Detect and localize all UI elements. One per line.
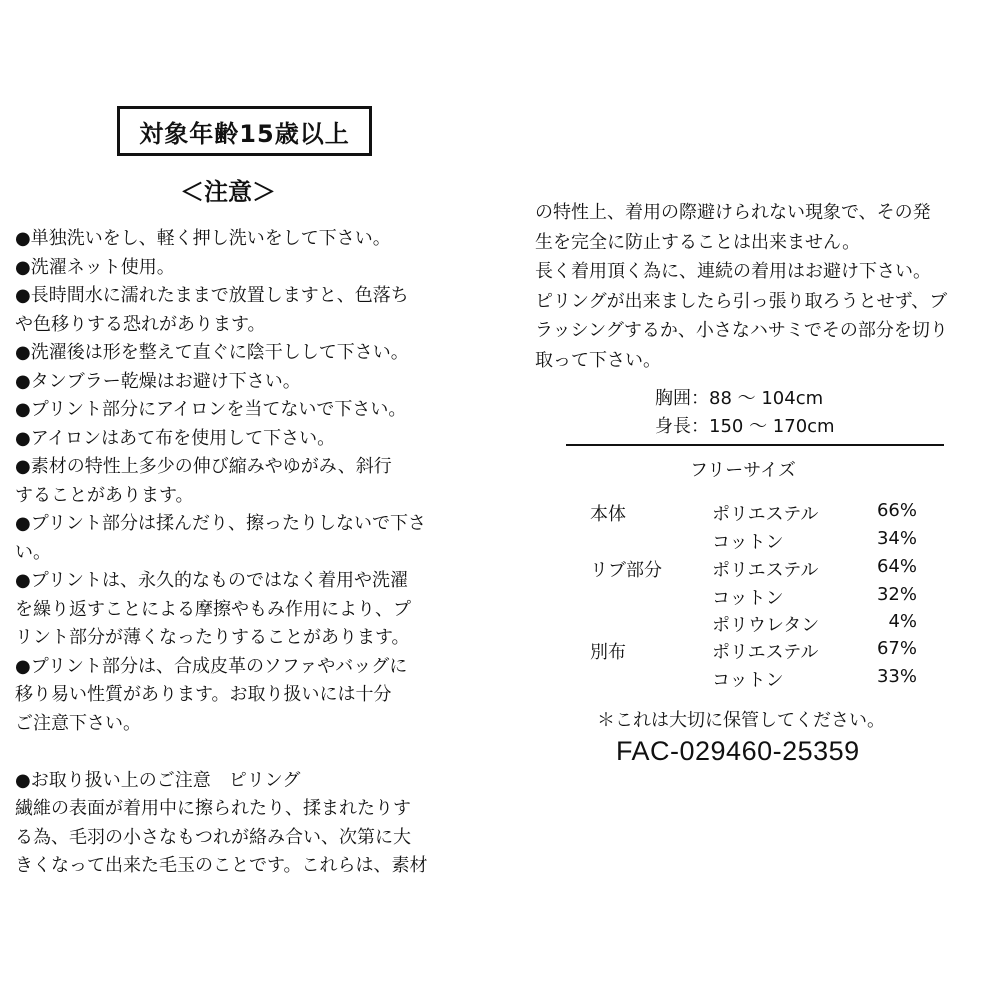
- care-line: ●長時間水に濡れたままで放置しますと、色落ち: [15, 285, 409, 306]
- care-line: ●プリント部分は揉んだり、擦ったりしないで下さ: [15, 513, 426, 534]
- pilling-line: きくなって出来た毛玉のことです。これらは、素材: [15, 855, 428, 876]
- height-measurement: 身長：150 ～ 170cm: [655, 416, 835, 437]
- care-line: ●洗濯後は形を整えて直ぐに陰干しして下さい。: [15, 342, 409, 363]
- age-label-box: [117, 106, 372, 156]
- material-name: ポリエステル: [712, 642, 819, 663]
- keep-note: ＊これは大切に保管してください。: [597, 710, 885, 731]
- spacer: [15, 738, 485, 767]
- material-pct: 66%: [876, 500, 917, 521]
- pilling-line: 取って下さい。: [535, 349, 661, 371]
- part-label-other: 別布: [590, 642, 626, 663]
- material-name: ポリエステル: [712, 560, 819, 581]
- care-line: することがあります。: [15, 484, 194, 506]
- pilling-line: ピリングが出来ましたら引っ張り取ろうとせず、ブ: [535, 290, 948, 312]
- material-name: コットン: [712, 532, 784, 553]
- material-pct: 4%: [888, 611, 917, 632]
- care-instructions: [15, 225, 485, 881]
- care-line: ●素材の特性上多少の伸び縮みやゆがみ、斜行: [15, 456, 392, 477]
- product-code: FAC-029460-25359: [616, 736, 860, 766]
- pilling-line: ラッシングするか、小さなハサミでその部分を切り: [535, 320, 948, 341]
- material-pct: 67%: [876, 638, 917, 659]
- care-line: や色移りする恐れがあります。: [15, 313, 266, 335]
- care-line: ●タンブラー乾燥はお避け下さい。: [15, 370, 301, 392]
- material-name: コットン: [712, 670, 784, 691]
- material-name: ポリウレタン: [712, 615, 820, 636]
- chest-measurement: 胸囲：88 ～ 104cm: [655, 388, 824, 409]
- part-label-rib: リブ部分: [590, 560, 662, 581]
- care-line: ●プリント部分は、合成皮革のソファやバッグに: [15, 655, 408, 677]
- pilling-line: る為、毛羽の小さなもつれが絡み合い、次第に大: [15, 826, 411, 848]
- material-pct: 34%: [876, 528, 917, 549]
- pilling-heading: ●お取り扱い上のご注意 ピリング: [15, 769, 301, 791]
- care-line: を繰り返すことによる摩擦やもみ作用により、プ: [15, 598, 411, 620]
- pilling-continued: [535, 198, 990, 375]
- material-name: ポリエステル: [712, 504, 819, 525]
- size-label: フリーサイズ: [690, 460, 796, 481]
- material-pct: 33%: [876, 666, 917, 687]
- pilling-line: の特性上、着用の際避けられない現象で、その発: [535, 202, 931, 223]
- care-line: ご注意下さい。: [15, 712, 141, 734]
- caution-title: ＜注意＞: [180, 178, 276, 206]
- care-line: ●アイロンはあて布を使用して下さい。: [15, 427, 336, 449]
- material-pct: 32%: [876, 584, 917, 605]
- care-line: 移り易い性質があります。お取り扱いには十分: [15, 684, 392, 705]
- care-line: い。: [15, 541, 51, 563]
- part-label-body: 本体: [590, 504, 626, 525]
- material-pct: 64%: [876, 556, 917, 577]
- divider: [566, 444, 944, 446]
- care-line: ●プリント部分にアイロンを当てないで下さい。: [15, 399, 407, 420]
- care-line: リント部分が薄くなったりすることがあります。: [15, 627, 410, 648]
- care-line: ●単独洗いをし、軽く押し洗いをして下さい。: [15, 228, 391, 249]
- care-line: ●プリントは、永久的なものではなく着用や洗濯: [15, 570, 408, 591]
- age-label: 対象年齢15歳以上: [139, 119, 350, 148]
- care-line: ●洗濯ネット使用。: [15, 256, 175, 278]
- pilling-line: 生を完全に防止することは出来ません。: [535, 231, 861, 253]
- material-name: コットン: [712, 588, 784, 609]
- pilling-line: 長く着用頂く為に、連続の着用はお避け下さい。: [535, 261, 931, 282]
- pilling-line: 繊維の表面が着用中に擦られたり、揉まれたりす: [15, 798, 411, 819]
